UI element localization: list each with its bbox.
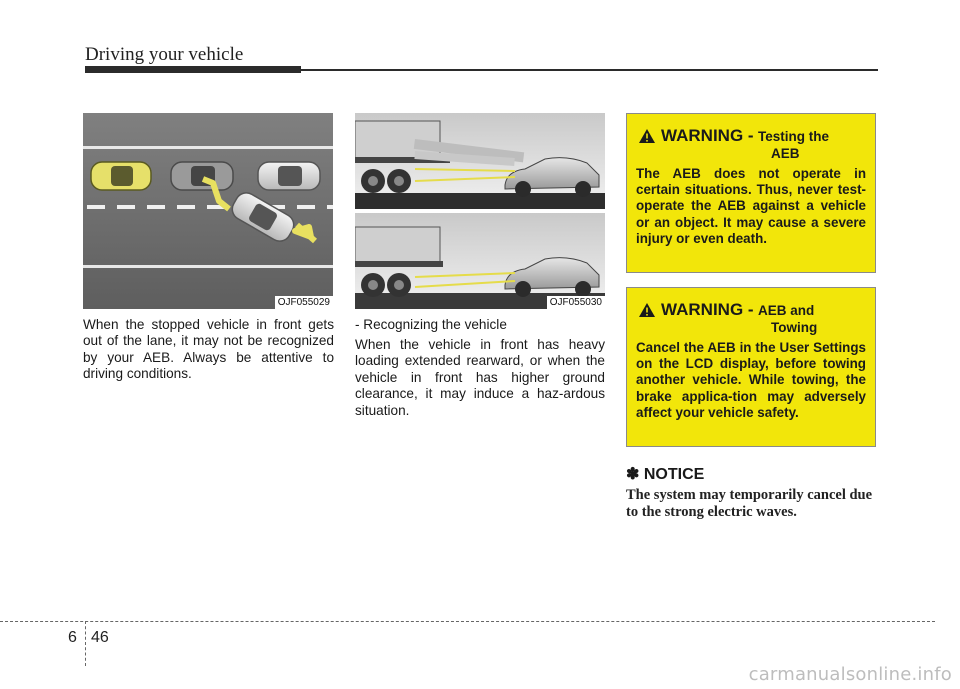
warning-box-testing-aeb bbox=[626, 113, 876, 273]
footer-divider bbox=[85, 621, 86, 666]
warning-subtitle-line1: AEB and bbox=[758, 303, 815, 318]
header-rule-thick bbox=[85, 66, 301, 73]
col2-subheading: - Recognizing the vehicle bbox=[355, 317, 507, 332]
warning-subtitle-line2: AEB bbox=[771, 146, 800, 161]
stopped-car bbox=[171, 162, 233, 190]
truck-illustration bbox=[355, 113, 605, 309]
notice-body: The system may temporarily cancel due to the strong electric waves. bbox=[626, 487, 873, 520]
page-number: 46 bbox=[91, 629, 109, 646]
lead-car bbox=[91, 162, 151, 190]
figure-lane-change bbox=[83, 113, 333, 309]
figure-code: OJF055030 bbox=[547, 296, 605, 309]
chapter-number: 6 bbox=[68, 629, 77, 646]
lane-change-illustration bbox=[83, 113, 333, 309]
warning-label: WARNING - bbox=[661, 300, 754, 319]
header-rule-thin bbox=[301, 69, 878, 71]
warning-heading bbox=[639, 126, 829, 161]
figure-truck-overhang bbox=[355, 113, 605, 309]
warning-box-aeb-towing bbox=[626, 287, 876, 447]
warning-body: The AEB does not operate in certain situations. Thus, never test-operate the AEB against a vehicle or an object. It may cause a severe injury or even death. bbox=[636, 166, 866, 246]
warning-label: WARNING - bbox=[661, 126, 754, 145]
warning-heading bbox=[639, 300, 817, 335]
footer-rule bbox=[0, 621, 935, 622]
warning-subtitle-line2: Towing bbox=[771, 320, 818, 335]
warning-triangle-icon bbox=[639, 303, 655, 317]
figure-code: OJF055029 bbox=[275, 296, 333, 309]
warning-body: Cancel the AEB in the User Settings on the LCD display, before towing another vehicle. While towing, the brake applica-tion may adversely affect your vehicle safety. bbox=[636, 340, 866, 420]
front-car bbox=[258, 162, 320, 190]
page-header-title: Driving your vehicle bbox=[85, 44, 244, 65]
warning-triangle-icon bbox=[639, 129, 655, 143]
col2-paragraph: When the vehicle in front has heavy loading extended rearward, or when the vehicle in front has higher ground clearance, it may induce a haz-ardous situation. bbox=[355, 337, 605, 418]
notice-title: ✽ NOTICE bbox=[626, 466, 705, 483]
watermark: carmanualsonline.info bbox=[748, 664, 952, 685]
warning-subtitle-line1: Testing the bbox=[758, 129, 830, 144]
col1-paragraph: When the stopped vehicle in front gets out of the lane, it may not be recognized by your AEB. Always be attentive to driving conditions. bbox=[83, 317, 334, 382]
